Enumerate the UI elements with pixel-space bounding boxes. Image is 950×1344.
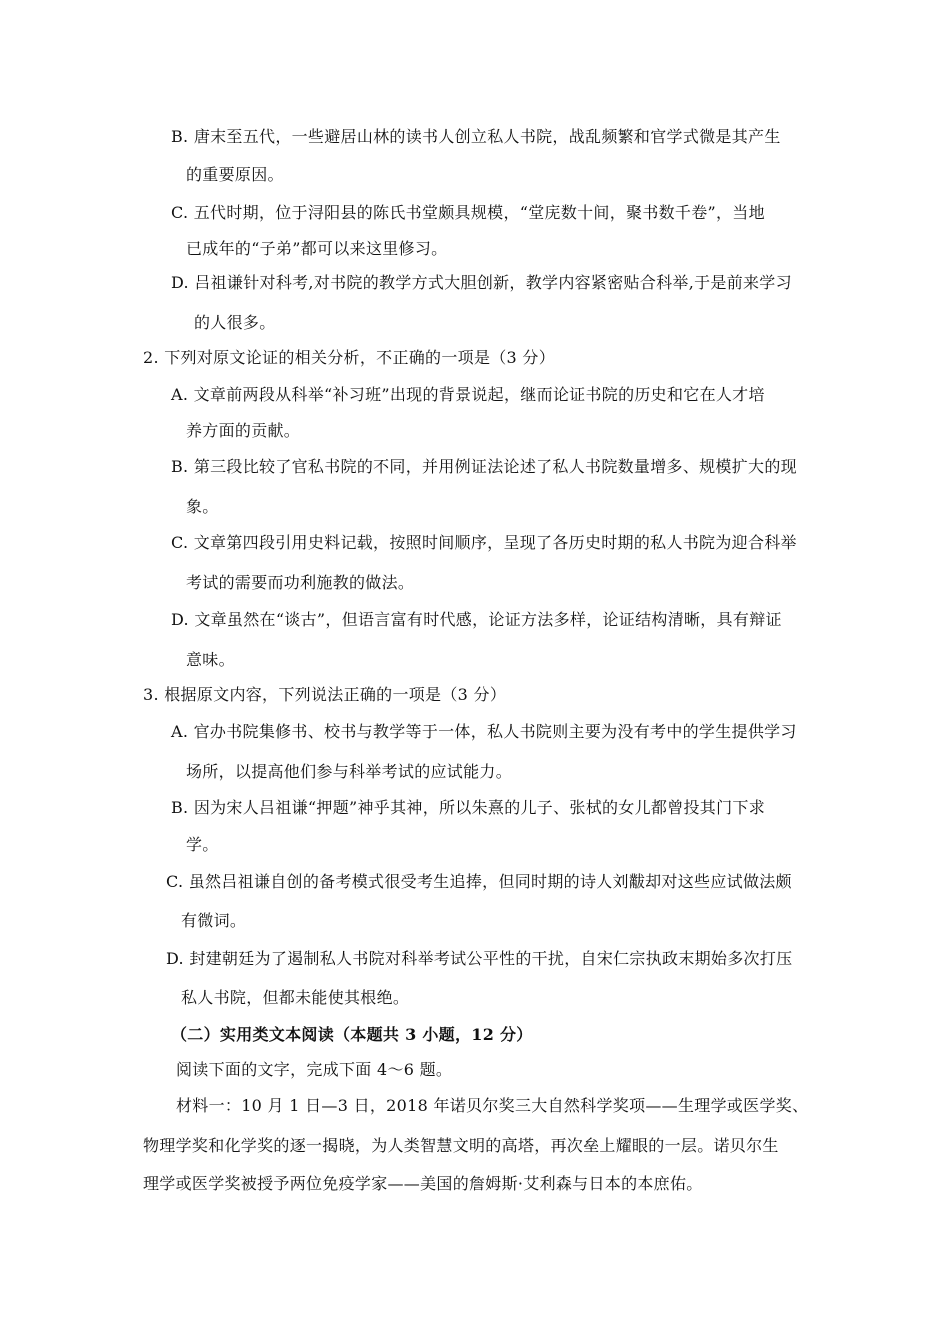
q2-option-d-line1: D. 文章虽然在“谈古”，但语言富有时代感，论证方法多样，论证结构清晰，具有辩证	[171, 610, 782, 629]
q1-option-b-line2: 的重要原因。	[186, 165, 284, 184]
q1-option-b-line1: B. 唐末至五代，一些避居山林的读书人创立私人书院，战乱频繁和官学式微是其产生	[171, 127, 781, 146]
reading-instruction: 阅读下面的文字，完成下面 4～6 题。	[176, 1060, 453, 1079]
material-1-line1: 材料一：10 月 1 日—3 日，2018 年诺贝尔奖三大自然科学奖项——生理学或医学奖、	[176, 1096, 809, 1115]
q3-option-d-line2: 私人书院，但都未能使其根绝。	[181, 988, 410, 1007]
section-heading: （二）实用类文本阅读（本题共 3 小题，12 分）	[171, 1025, 533, 1044]
q1-option-d-line1: D. 吕祖谦针对科考,对书院的教学方式大胆创新，教学内容紧密贴合科举,于是前来学习	[171, 273, 792, 292]
q3-option-c-line1: C. 虽然吕祖谦自创的备考模式很受考生追捧，但同时期的诗人刘黻却对这些应试做法颇	[166, 872, 792, 891]
q2-option-c-line1: C. 文章第四段引用史料记载，按照时间顺序，呈现了各历史时期的私人书院为迎合科举	[171, 533, 797, 552]
q2-option-a-line1: A. 文章前两段从科举“补习班”出现的背景说起，继而论证书院的历史和它在人才培	[171, 385, 765, 404]
q2-option-b-line1: B. 第三段比较了官私书院的不同，并用例证法论述了私人书院数量增多、规模扩大的现	[171, 457, 797, 476]
q2-option-a-line2: 养方面的贡献。	[186, 421, 301, 440]
q2-option-b-line2: 象。	[186, 497, 219, 516]
q2-option-d-line2: 意味。	[186, 650, 235, 669]
question-2-stem: 2. 下列对原文论证的相关分析，不正确的一项是（3 分）	[143, 348, 556, 367]
material-1-line3: 理学或医学奖被授予两位免疫学家——美国的詹姆斯·艾利森与日本的本庶佑。	[143, 1174, 703, 1193]
q1-option-c-line2: 已成年的“子弟”都可以来这里修习。	[186, 239, 448, 258]
q2-option-c-line2: 考试的需要而功利施教的做法。	[186, 573, 415, 592]
q3-option-a-line1: A. 官办书院集修书、校书与教学等于一体，私人书院则主要为没有考中的学生提供学习	[171, 722, 797, 741]
question-3-stem: 3. 根据原文内容，下列说法正确的一项是（3 分）	[143, 685, 507, 704]
q3-option-c-line2: 有微词。	[181, 911, 247, 930]
q1-option-c-line1: C. 五代时期，位于浔阳县的陈氏书堂颇具规模，“堂庑数十间，聚书数千卷”，当地	[171, 203, 765, 222]
q1-option-d-line2: 的人很多。	[194, 313, 276, 332]
q3-option-b-line1: B. 因为宋人吕祖谦“押题”神乎其神，所以朱熹的儿子、张栻的女儿都曾投其门下求	[171, 798, 765, 817]
material-1-line2: 物理学奖和化学奖的逐一揭晓，为人类智慧文明的高塔，再次垒上耀眼的一层。诺贝尔生	[143, 1136, 779, 1155]
q3-option-d-line1: D. 封建朝廷为了遏制私人书院对科举考试公平性的干扰，自宋仁宗执政末期始多次打压	[166, 949, 793, 968]
q3-option-a-line2: 场所，以提高他们参与科举考试的应试能力。	[186, 762, 513, 781]
q3-option-b-line2: 学。	[186, 835, 219, 854]
